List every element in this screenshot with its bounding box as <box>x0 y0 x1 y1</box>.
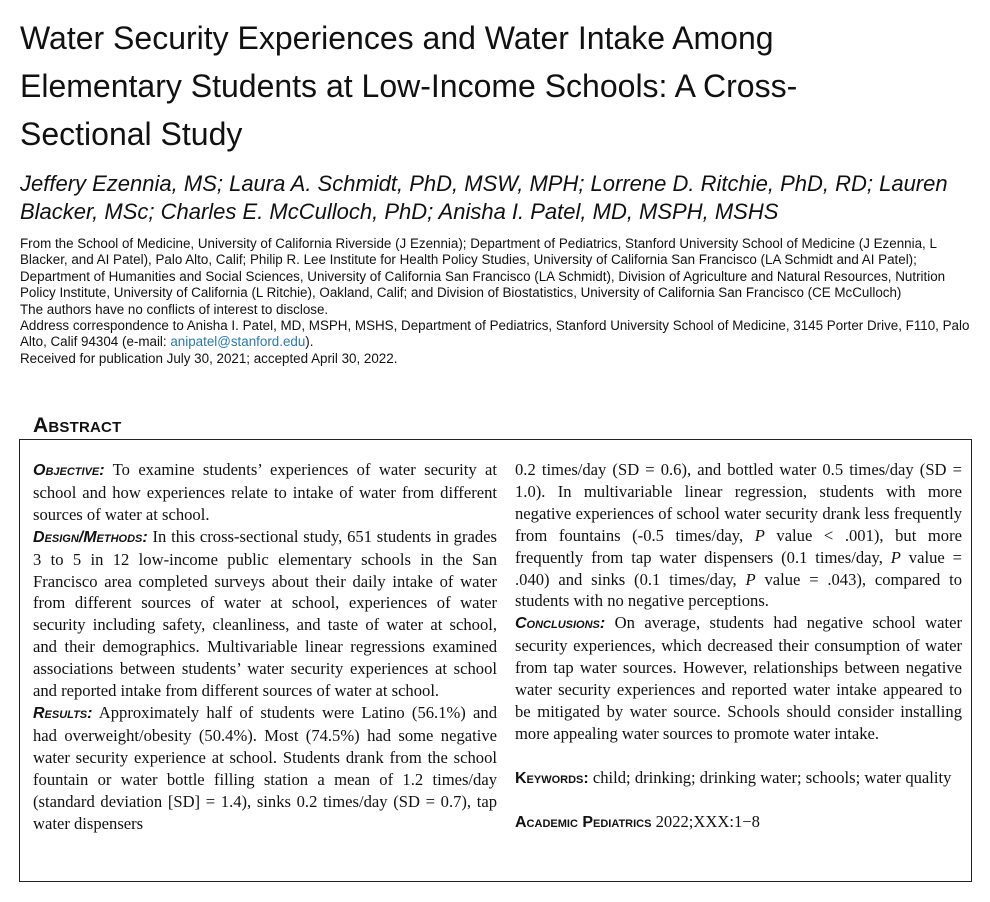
correspondence-email-link[interactable]: anipatel@stanford.edu <box>170 334 306 350</box>
design-label: Design/Methods: <box>33 528 148 546</box>
author-list: Jeffery Ezennia, MS; Laura A. Schmidt, PhD, MSW, MPH; Lorrene D. Ritchie, PhD, RD; Lauren Blacker, MSc; Charles E. McCulloch, PhD; Anisha I. Patel, MD, MSPH, MSHS <box>20 171 948 224</box>
abstract-right-column <box>515 459 962 834</box>
p-symbol: P <box>890 547 901 567</box>
received-dates: Received for publication July 30, 2021; accepted April 30, 2022. <box>20 350 398 366</box>
objective-label: Objective: <box>33 462 105 479</box>
results-label: Results: <box>33 704 93 722</box>
p-symbol: P <box>745 569 756 589</box>
objective-paragraph <box>33 459 497 526</box>
design-paragraph <box>33 526 497 702</box>
results-paragraph <box>33 702 497 834</box>
results-text-part-d: value = .043), compared to students with no negative perceptions. <box>515 569 962 611</box>
article-title: Water Security Experiences and Water Intake Among Elementary Students at Low-Income Schools: A Cross-Sectional Study <box>20 20 798 152</box>
correspondence-prefix: Address correspondence to Anisha I. Patel, MD, MSPH, MSHS, Department of Pediatrics, Stanford University School of Medicine, 3145 Porter Drive, F110, Palo Alto, Calif 94304 (e-mail: <box>20 318 970 350</box>
correspondence-address <box>20 318 975 351</box>
keywords-label: Keywords: <box>515 769 589 787</box>
journal-citation <box>515 811 962 834</box>
results-continued: 0.2 times/day (SD = 0.6), and bottled water 0.5 times/day (SD = 1.0). In multivariable linear regression, students with more negative experiences of school water security drank less frequently from fountains (-0.5 times/day, P value < .001), but more frequently from tap water dispensers (0.1 times/day, P value = .040) and sinks (0.1 times/day, P value = .043), compared to students with no negative perceptions. <box>515 460 962 611</box>
conclusions-label: Conclusions: <box>515 615 606 633</box>
correspondence-suffix: ). <box>305 334 314 350</box>
affiliations-block <box>20 236 975 367</box>
results-text-part-b: value < .001), but more frequently from tap water dispensers (0.1 times/day, <box>515 525 962 567</box>
p-symbol: P <box>754 525 765 545</box>
abstract-left-column <box>33 459 497 834</box>
keywords-paragraph <box>515 767 962 790</box>
conflicts-statement: The authors have no conflicts of interest to disclose. <box>20 301 329 317</box>
keywords-text: child; drinking; drinking water; schools; water quality <box>588 767 952 787</box>
design-text: In this cross-sectional study, 651 students in grades 3 to 5 in 12 low-income public elementary schools in the San Francisco area completed surveys about their daily intake of water from different sources of water at school, experiences of water security including safety, cleanliness, and taste of water at school, and their demographics. Multivariable linear regressions examined associations between students’ water security experiences at school and reported intake from different sources of water at school. <box>33 526 497 701</box>
objective-text: To examine students’ experiences of water security at school and how experiences relate to intake of water from different sources of water at school. <box>33 460 497 524</box>
results-text-part-c: value = .040) and sinks (0.1 times/day, <box>515 547 962 589</box>
journal-name: Academic Pediatrics <box>515 814 652 832</box>
conclusions-paragraph <box>515 612 962 744</box>
results-text-part-a: Approximately half of students were Latino (56.1%) and had overweight/obesity (50.4%). Most (74.5%) had some negative water security experience at school. Students drank from the school fountain or water bottle filling station a mean of 1.2 times/day (standard deviation [SD] = 1.4), sinks 0.2 times/day (SD = 0.7), tap water dispensers <box>33 702 497 833</box>
affiliations-text: From the School of Medicine, University of California Riverside (J Ezennia); Department of Pediatrics, Stanford University School of Medicine (J Ezennia, L Blacker, and AI Patel), Palo Alto, Calif; Philip R. Lee Institute for Health Policy Studies, University of California San Francisco (LA Schmidt and AI Patel); Department of Humanities and Social Sciences, University of California San Francisco (LA Schmidt), Division of Agriculture and Natural Resources, Nutrition Policy Institute, University of California (L Ritchie), Oakland, Calif; and Division of Biostatistics, University of California San Francisco (CE McCulloch) <box>20 236 946 301</box>
journal-citation-text: 2022;XXX:1−8 <box>651 812 760 832</box>
abstract-heading: Abstract <box>33 414 122 437</box>
conclusions-text: On average, students had negative school water security experiences, which decreased their consumption of water from tap water sources. However, relationships between negative water security experiences and reported water intake appeared to be mitigated by water source. Schools should consider installing more appealing water sources to promote water intake. <box>515 613 962 743</box>
